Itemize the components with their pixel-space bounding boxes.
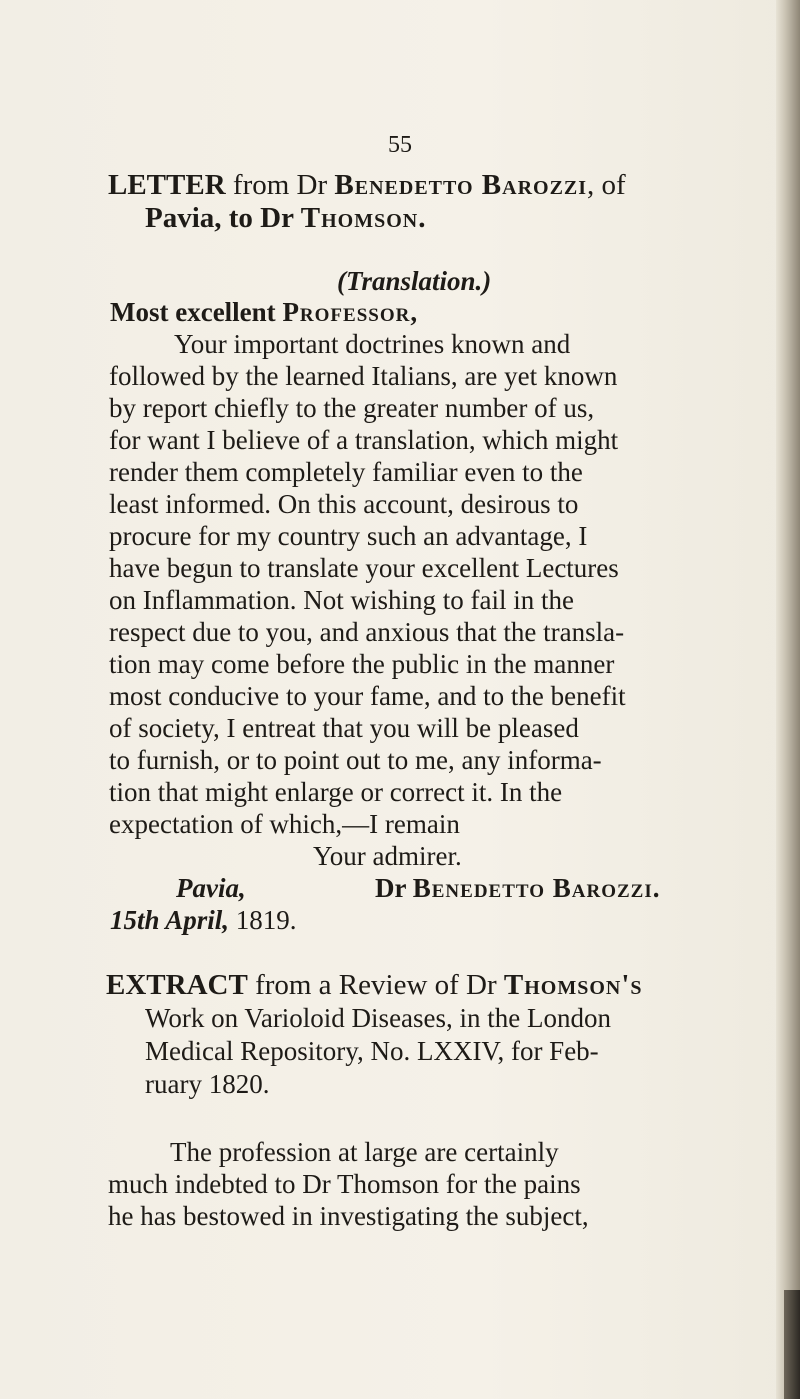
letter-heading-line-1 [108, 170, 626, 200]
letter-line: most conducive to your fame, and to the benefit [109, 681, 626, 711]
letter-line: respect due to you, and anxious that the transla- [109, 617, 625, 647]
salutation [110, 297, 417, 327]
letter-line: for want I believe of a translation, which might [109, 425, 619, 455]
letter-line: Your important doctrines known and [174, 329, 571, 359]
letter-heading-of: , of [587, 169, 626, 201]
extract-heading-line-1 [106, 970, 643, 1000]
letter-heading-period: . [418, 202, 426, 234]
letter-heading-word: LETTER [108, 169, 226, 201]
letter-closing: Your admirer. [313, 841, 462, 871]
translation-note: (Translation.) [337, 266, 492, 296]
letter-line: least informed. On this account, desirous to [109, 489, 579, 519]
letter-line: by report chiefly to the greater number of us, [109, 393, 595, 423]
extract-heading-line-3: Medical Repository, No. LXXIV, for Feb- [145, 1036, 599, 1066]
salutation-title: Professor [282, 297, 411, 327]
letter-heading-place: Pavia, to Dr [145, 202, 301, 234]
letter-heading-author: Benedetto Barozzi [334, 169, 588, 201]
letter-date [110, 905, 297, 935]
extract-line: The profession at large are certainly [170, 1137, 559, 1167]
letter-line: tion that might enlarge or correct it. In the [109, 777, 563, 807]
extract-line: he has bestowed in investigating the subject, [108, 1201, 589, 1231]
extract-heading-source: from a Review of Dr [247, 969, 504, 1001]
letter-line: followed by the learned Italians, are yet known [109, 361, 618, 391]
letter-heading-line-2 [145, 203, 425, 233]
signature-name: Benedetto Barozzi. [412, 873, 661, 903]
letter-heading-recipient: Thomson [300, 202, 419, 234]
letter-line: expectation of which,—I remain [109, 809, 460, 839]
letter-line: of society, I entreat that you will be pleased [109, 713, 579, 743]
extract-heading-author: Thomson's [503, 969, 643, 1001]
letter-line: tion may come before the public in the manner [109, 649, 615, 679]
letter-line: have begun to translate your excellent Lectures [109, 553, 619, 583]
extract-heading-line-2: Work on Varioloid Diseases, in the London [145, 1003, 612, 1033]
letter-heading-from: from Dr [225, 169, 335, 201]
letter-date-day: 15th April, [110, 905, 230, 935]
extract-heading-word: EXTRACT [106, 969, 248, 1001]
letter-place: Pavia, [176, 873, 246, 903]
letter-signature [375, 873, 660, 903]
letter-line: render them completely familiar even to the [109, 457, 583, 487]
letter-date-year: 1819. [229, 905, 297, 935]
salutation-text: Most excellent [110, 297, 283, 327]
letter-line: on Inflammation. Not wishing to fail in the [109, 585, 574, 615]
letter-line: procure for my country such an advantage, I [109, 521, 588, 551]
letter-line: to furnish, or to point out to me, any informa- [109, 745, 602, 775]
extract-line: much indebted to Dr Thomson for the pains [108, 1169, 581, 1199]
salutation-comma: , [410, 297, 418, 327]
extract-heading-line-4: ruary 1820. [145, 1069, 270, 1099]
signature-title: Dr [375, 873, 413, 903]
page-number: 55 [388, 132, 412, 158]
